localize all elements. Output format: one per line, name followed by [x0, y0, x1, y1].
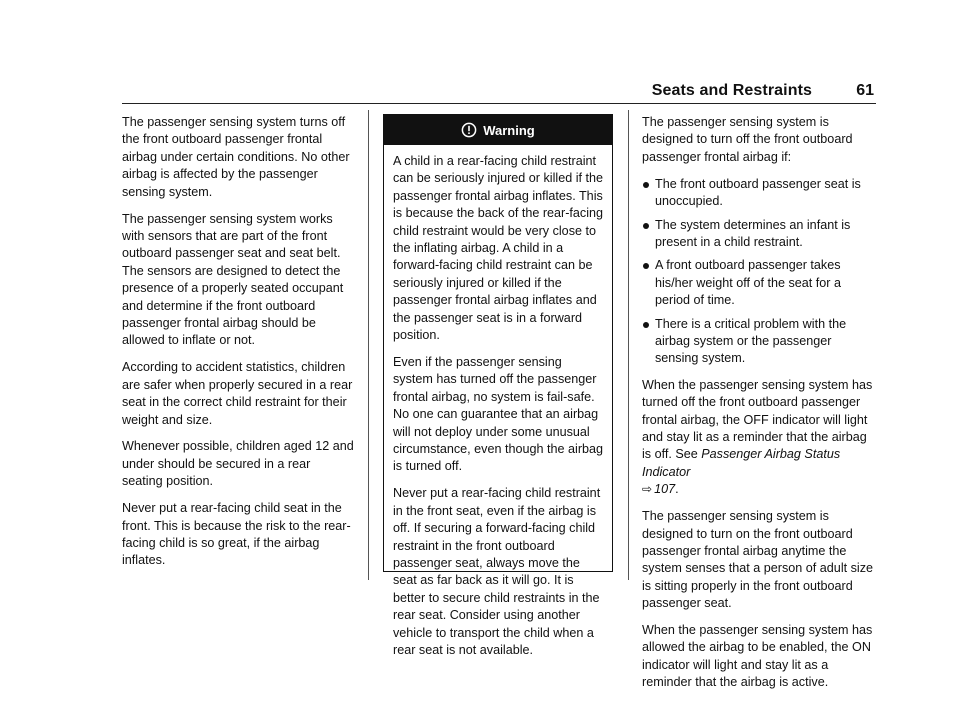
right-column [642, 114, 878, 701]
condition-list [642, 176, 878, 368]
warning-body [384, 145, 612, 659]
page-ref-arrow-icon: ⇨ [642, 482, 653, 497]
paragraph: When the passenger sensing system has allowed the airbag to be enabled, the ON indicator will light and stay lit as a reminder that the airbag is active. [642, 623, 873, 690]
paragraph: The passenger sensing system is designed to turn off the front outboard passenger frontal airbag if: [642, 115, 853, 164]
left-column [122, 114, 354, 579]
warning-header [384, 115, 612, 145]
paragraph: The passenger sensing system turns off the front outboard passenger frontal airbag under certain conditions. No other airbag is affected by the passenger sensing system. [122, 115, 350, 199]
warning-paragraph: Never put a rear-facing child restraint in the front seat, even if the airbag is off. If securing a forward-facing child restraint in the front outboard passenger seat, always move the seat as far back as it will go. It is better to secure child restraints in the rear seat. Consider using another vehicle to transport the child when a rear seat is not available. [393, 486, 601, 657]
warning-box [383, 114, 613, 657]
section-title: Seats and Restraints [651, 82, 812, 99]
paragraph: Whenever possible, children aged 12 and under should be secured in a rear seating position. [122, 439, 354, 489]
paragraph: According to accident statistics, children are safer when properly secured in a rear seat in the correct child restraint for their weight and size. [122, 360, 353, 427]
cross-reference-link[interactable]: Passenger Airbag Status Indicator ⇨ 107 [642, 447, 840, 496]
list-item: A front outboard passenger takes his/her weight off of the seat for a period of time. [642, 257, 878, 309]
column-divider [368, 110, 369, 580]
warning-paragraph: Even if the passenger sensing system has turned off the passenger frontal airbag, no system is fail-safe. No one can guarantee that an airbag will not deploy under some unusual circumstance, even though the airbag is turned off. [393, 354, 604, 474]
bullet-icon [643, 263, 649, 269]
paragraph: The passenger sensing system is designed to turn on the front outboard passenger frontal airbag anytime the system senses that a person of adult size is sitting properly in the front outboard passenger seat. [642, 509, 874, 611]
header-rule [122, 103, 876, 104]
list-item: The system determines an infant is present in a child restraint. [642, 217, 878, 252]
page-number: 61 [856, 82, 874, 99]
paragraph: Never put a rear-facing child seat in the front. This is because the risk to the rear-facing child is so great, if the airbag inflates. [122, 501, 351, 568]
bullet-icon [643, 322, 649, 328]
paragraph: When the passenger sensing system has turned off the front outboard passenger frontal airbag, the OFF indicator will light and stay lit as a reminder that the airbag is off. See Passenger Airbag Status Indicator ⇨ 107. [642, 377, 878, 499]
warning-title: Warning [483, 122, 535, 138]
column-divider [628, 110, 629, 580]
page-header [122, 78, 876, 108]
list-item: The front outboard passenger seat is unoccupied. [642, 176, 878, 211]
warning-circle-icon [461, 122, 477, 138]
list-item: There is a critical problem with the airbag system or the passenger sensing system. [642, 316, 878, 368]
bullet-icon [643, 223, 649, 229]
warning-paragraph: A child in a rear-facing child restraint can be seriously injured or killed if the passenger frontal airbag inflates. This is because the back of the rear-facing child restraint would be very close to the inflating airbag. A child in a forward-facing child restraint can be seriously injured or killed if the passenger frontal airbag inflates and the passenger seat is in a forward position. [393, 154, 604, 343]
paragraph: The passenger sensing system works with sensors that are part of the front outboard passenger seat and seat belt. The sensors are designed to detect the presence of a properly seated occupant and determine if the front outboard passenger frontal airbag should be allowed to inflate or not. [122, 211, 344, 348]
bullet-icon [643, 182, 649, 188]
